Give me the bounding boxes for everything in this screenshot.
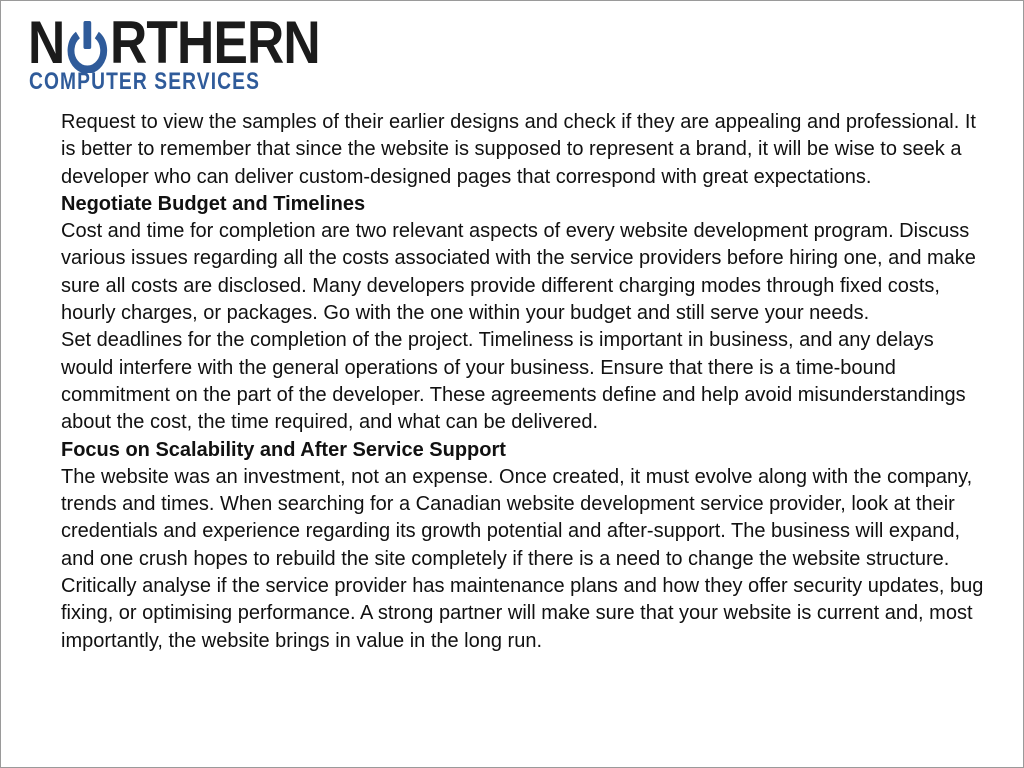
paragraph-cost-time: Cost and time for completion are two relevant aspects of every website development program. Discuss various issues regarding all the costs associated with the service providers before hiring one, and make sure all costs are disclosed. Many developers provide different charging modes through fixed costs, hourly charges, or packages. Go with the one within your budget and still serve your needs. — [61, 220, 976, 325]
power-icon — [66, 21, 109, 73]
logo-tagline: COMPUTER SERVICES — [29, 68, 260, 95]
paragraph-maintenance: Critically analyse if the service provider has maintenance plans and how they offer security updates, bug fixing, or optimising performance. A strong partner will make sure that your website is current and, most importantly, the website brings in value in the long run. — [61, 575, 984, 652]
logo-letter-n: N — [28, 9, 65, 76]
paragraph-deadlines: Set deadlines for the completion of the project. Timeliness is important in business, and any delays would interfere with the general operations of your business. Ensure that there is a time-bound commitment on the part of the developer. These agreements define and help avoid misunderstandings about the cost, the time required, and what can be delivered. — [61, 329, 966, 434]
heading-budget-timelines: Negotiate Budget and Timelines — [61, 192, 366, 215]
paragraph-investment: The website was an investment, not an expense. Once created, it must evolve along with the company, trends and times. When searching for a Canadian website development service provider, look at their credentials and experience regarding its growth potential and after-support. The business will expand, and one crush hopes to rebuild the site completely if there is a need to change the website structure. — [61, 465, 973, 570]
logo-letters-rthern: RTHERN — [109, 9, 320, 76]
paragraph-samples: Request to view the samples of their earlier designs and check if they are appealing and professional. It is better to remember that since the website is supposed to represent a brand, it will be wise to seek a developer who can deliver custom-designed pages that correspond with great expectations. — [61, 111, 976, 188]
heading-scalability-support: Focus on Scalability and After Service Support — [61, 438, 506, 461]
article-body — [61, 109, 991, 655]
company-logo — [28, 7, 320, 97]
logo-wordmark — [28, 7, 320, 76]
